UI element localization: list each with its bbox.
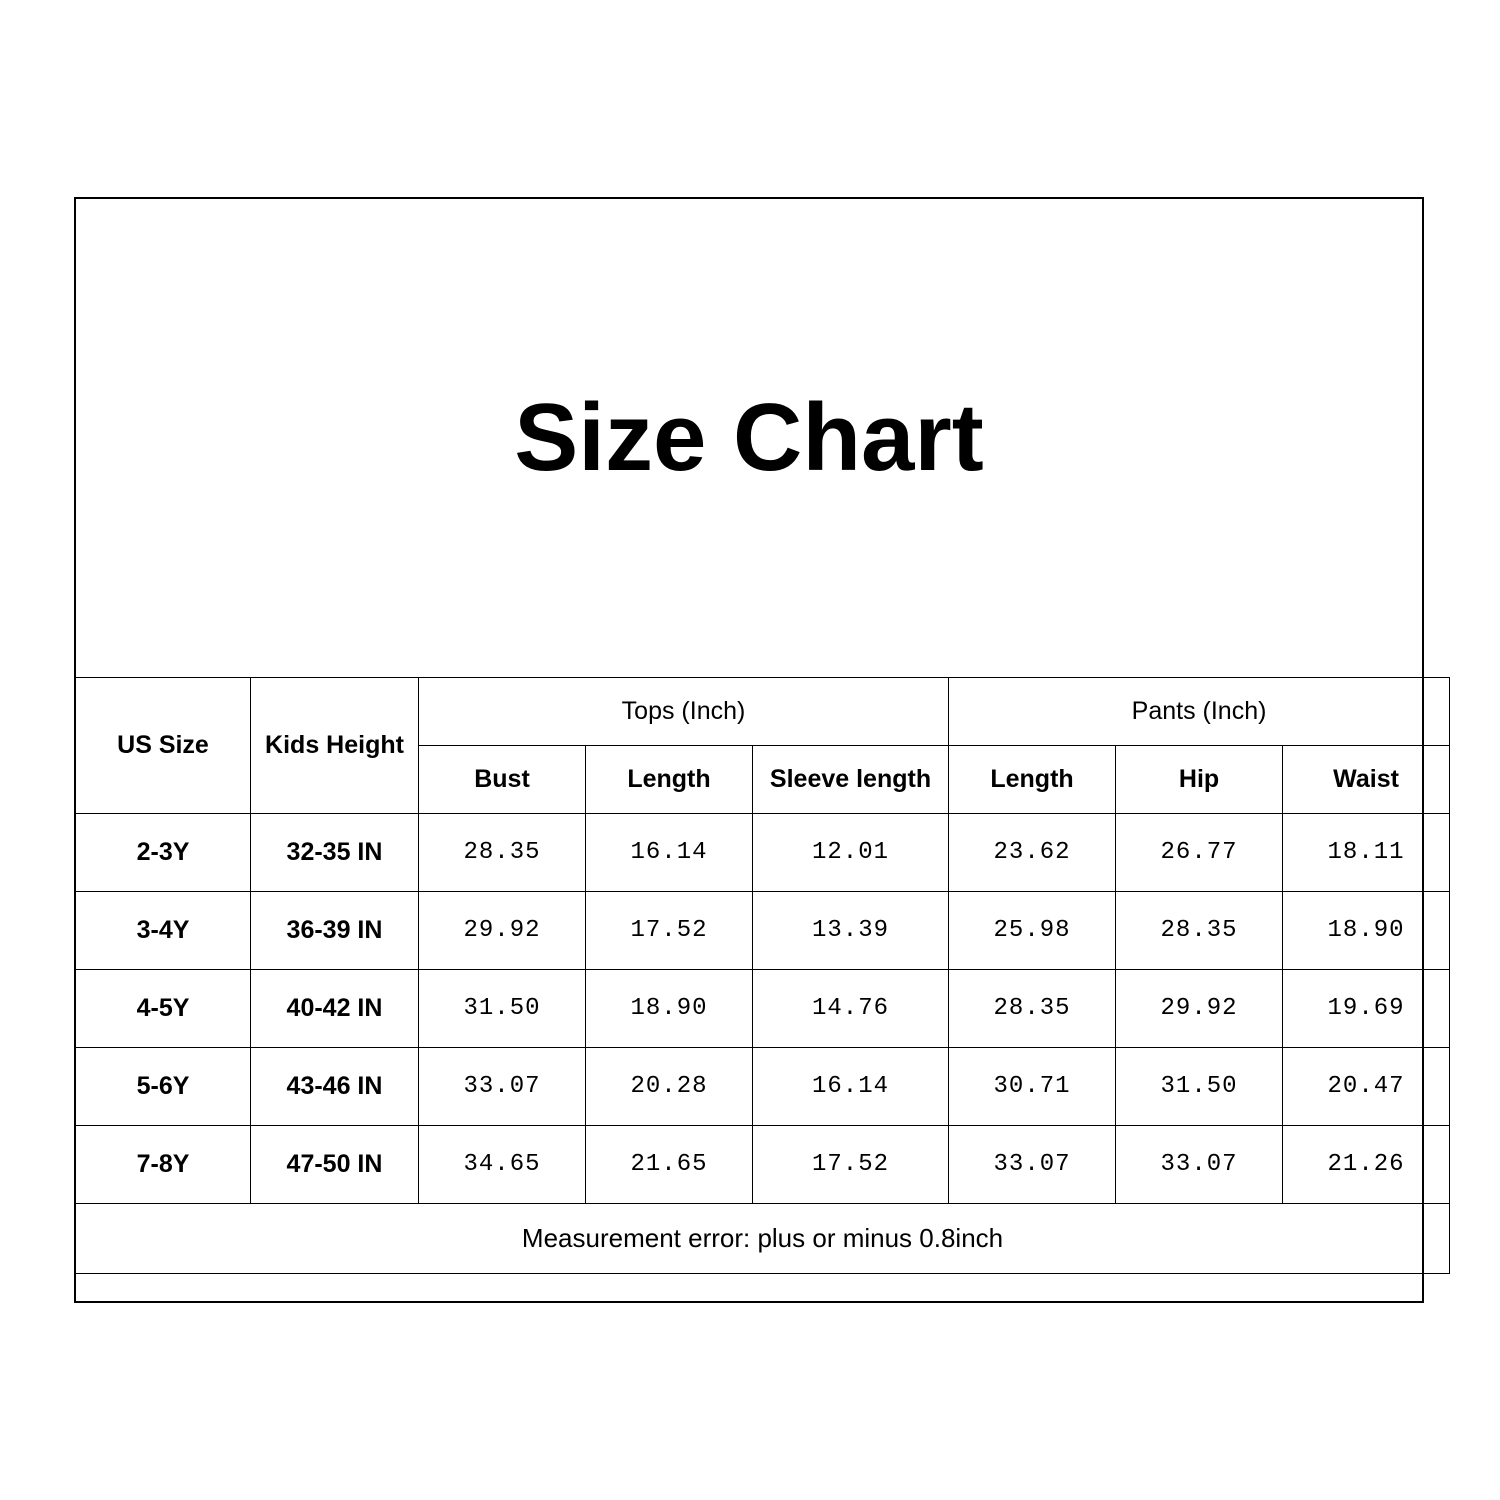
column-header-us-size: US Size xyxy=(76,678,251,814)
cell-pants-length: 28.35 xyxy=(949,970,1116,1048)
cell-tops-bust: 29.92 xyxy=(419,892,586,970)
cell-tops-length: 16.14 xyxy=(586,814,753,892)
cell-pants-length: 30.71 xyxy=(949,1048,1116,1126)
cell-us-size: 5-6Y xyxy=(76,1048,251,1126)
group-header-tops: Tops (Inch) xyxy=(419,678,949,746)
cell-tops-sleeve-length: 16.14 xyxy=(753,1048,949,1126)
cell-pants-hip: 33.07 xyxy=(1116,1126,1283,1204)
cell-tops-sleeve-length: 12.01 xyxy=(753,814,949,892)
column-header-tops-length: Length xyxy=(586,746,753,814)
cell-tops-sleeve-length: 14.76 xyxy=(753,970,949,1048)
column-header-tops-bust: Bust xyxy=(419,746,586,814)
cell-tops-bust: 33.07 xyxy=(419,1048,586,1126)
size-chart-frame xyxy=(74,197,1424,1303)
cell-pants-waist: 19.69 xyxy=(1283,970,1450,1048)
cell-pants-hip: 31.50 xyxy=(1116,1048,1283,1126)
group-header-pants: Pants (Inch) xyxy=(949,678,1450,746)
size-chart-table xyxy=(75,677,1450,1274)
cell-pants-length: 33.07 xyxy=(949,1126,1116,1204)
cell-pants-hip: 29.92 xyxy=(1116,970,1283,1048)
cell-tops-bust: 31.50 xyxy=(419,970,586,1048)
column-header-pants-length: Length xyxy=(949,746,1116,814)
table-footnote-row xyxy=(76,1204,1450,1274)
table-header xyxy=(76,678,1450,814)
measurement-error-note: Measurement error: plus or minus 0.8inch xyxy=(76,1204,1450,1274)
cell-kids-height: 36-39 IN xyxy=(251,892,419,970)
cell-tops-sleeve-length: 17.52 xyxy=(753,1126,949,1204)
cell-tops-length: 21.65 xyxy=(586,1126,753,1204)
cell-pants-hip: 28.35 xyxy=(1116,892,1283,970)
cell-pants-waist: 18.11 xyxy=(1283,814,1450,892)
column-header-tops-sleeve-length: Sleeve length xyxy=(753,746,949,814)
cell-us-size: 4-5Y xyxy=(76,970,251,1048)
cell-tops-bust: 28.35 xyxy=(419,814,586,892)
column-header-pants-hip: Hip xyxy=(1116,746,1283,814)
cell-pants-length: 25.98 xyxy=(949,892,1116,970)
cell-pants-waist: 21.26 xyxy=(1283,1126,1450,1204)
cell-pants-waist: 18.90 xyxy=(1283,892,1450,970)
cell-tops-bust: 34.65 xyxy=(419,1126,586,1204)
table-group-header-row xyxy=(76,678,1450,746)
table-row xyxy=(76,970,1450,1048)
cell-kids-height: 40-42 IN xyxy=(251,970,419,1048)
page-title: Size Chart xyxy=(514,384,984,491)
cell-tops-sleeve-length: 13.39 xyxy=(753,892,949,970)
table-row xyxy=(76,1048,1450,1126)
title-area xyxy=(76,199,1422,677)
table-row xyxy=(76,1126,1450,1204)
table-body xyxy=(76,814,1450,1274)
column-header-kids-height: Kids Height xyxy=(251,678,419,814)
cell-us-size: 3-4Y xyxy=(76,892,251,970)
cell-pants-waist: 20.47 xyxy=(1283,1048,1450,1126)
cell-tops-length: 18.90 xyxy=(586,970,753,1048)
table-row xyxy=(76,814,1450,892)
cell-us-size: 2-3Y xyxy=(76,814,251,892)
cell-tops-length: 17.52 xyxy=(586,892,753,970)
cell-pants-length: 23.62 xyxy=(949,814,1116,892)
cell-kids-height: 47-50 IN xyxy=(251,1126,419,1204)
cell-pants-hip: 26.77 xyxy=(1116,814,1283,892)
cell-us-size: 7-8Y xyxy=(76,1126,251,1204)
cell-kids-height: 43-46 IN xyxy=(251,1048,419,1126)
cell-kids-height: 32-35 IN xyxy=(251,814,419,892)
column-header-pants-waist: Waist xyxy=(1283,746,1450,814)
cell-tops-length: 20.28 xyxy=(586,1048,753,1126)
table-row xyxy=(76,892,1450,970)
